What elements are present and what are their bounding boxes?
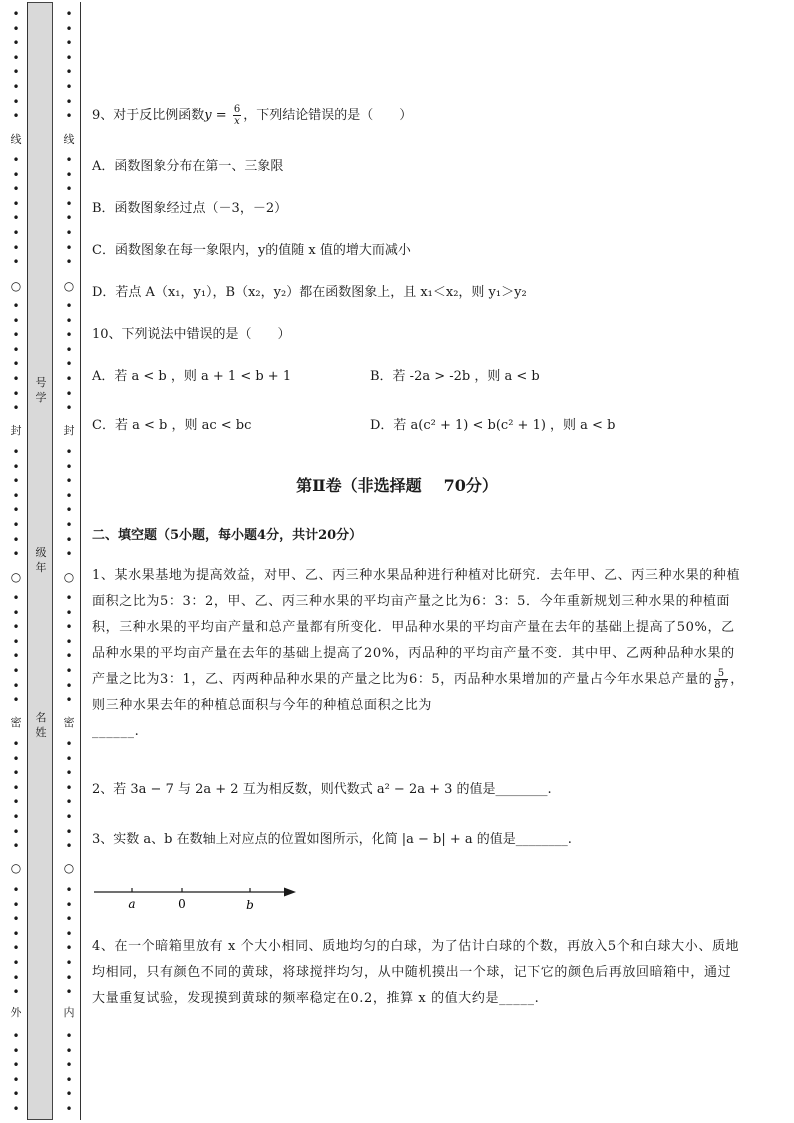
q10-stem: 10、下列说法中错误的是（ ） [92,327,291,342]
outer-circle-mark: ○ [10,279,22,293]
q9-option-a: A．函数图象分布在第一、三象限 [92,159,284,174]
inner-dot: • [65,532,73,547]
label-char: 年 [35,561,47,574]
inner-dot: • [65,926,73,941]
outer-dot: • [12,474,20,489]
inner-dot: • [65,941,73,956]
outer-dot: • [12,810,20,824]
grade-label [33,545,49,575]
section-title [0,473,794,496]
q10-option-d: D．若 a(c² + 1) < b(c² + 1) ，则 a < b [370,418,616,433]
outer-dot: • [12,970,20,985]
inner-dot: • [65,737,73,751]
inner-dot: • [65,1058,73,1073]
inner-dot: • [65,634,73,649]
inner-dot: • [65,912,73,927]
inner-dot: • [65,518,73,532]
outer-dot: • [12,766,20,781]
inner-dot: • [65,153,73,167]
outer-dot: • [12,1072,20,1087]
outer-dot: • [12,926,20,941]
outer-dot: • [12,956,20,970]
inner-seal-word: 封 [63,424,75,437]
fill-q1-blank: ______. [92,724,140,739]
label-zero: 0 [178,897,186,911]
label-char: 姓 [35,726,47,739]
fill-q4: 4、在一个暗箱里放有 x 个大小相同、质地均匀的白球，为了估计白球的个数，再放入5个和白球大小、质地均相同，只有颜色不同的黄球，将球搅拌均匀，从中随机摸出一个球，记下它的颜色后再放回暗箱中，通过大量重复试验，发现摸到黄球的频率稳定在0.2，推算 x 的值大约是_____. [92,939,740,1006]
fill-q1-frac-den: 87 [714,680,729,691]
outer-dot: • [12,1043,20,1058]
outer-dot: • [12,342,20,357]
inner-dot: • [65,211,73,226]
outer-dot: • [12,50,20,65]
inner-dot: • [65,50,73,65]
outer-dot: • [12,795,20,810]
inner-dot: • [65,591,73,605]
fill-q1-frac-num: 5 [714,668,728,680]
inner-dot: • [65,182,73,197]
inner-dot: • [65,883,73,897]
outer-dot: • [12,459,20,474]
q9-frac-num: 6 [233,104,241,115]
margin-border-right [80,2,81,1120]
outer-dot: • [12,547,20,562]
outer-dot: • [12,488,20,503]
fill-q1-text: 1、某水果基地为提高效益，对甲、乙、丙三种水果品种进行种植对比研究．去年甲、乙、丙三种水果的种植面积之比为5：3：2，甲、乙、丙三种水果的平均亩产量之比为6：3：5．今年重新规划三种水果的种植面积，三种水果的平均亩产量和总产量都有所变化．甲品种水果的平均亩产量在去年的基础上提高了50%，乙品种水果的平均亩产量在去年的基础上提高了20%，丙品种的平均亩产量不变．其中甲、乙两种品种水果的产量之比为3：1，乙、丙两种品种水果的产量之比为6：5，丙品种水果增加的产量占今年水果总产量的 [92,568,741,687]
outer-dot: • [12,620,20,635]
outer-dot: • [12,65,20,80]
outer-dot: • [12,226,20,240]
inner-dot: • [65,810,73,824]
inner-dot: • [65,36,73,51]
outer-dot: • [12,518,20,532]
number-line [92,880,307,916]
outer-dot: • [12,94,20,109]
outer-dot: • [12,780,20,795]
outer-dot: • [12,1058,20,1073]
q10-option-c: C．若 a < b ，则 ac < bc [92,418,252,433]
inner-dot: • [65,751,73,766]
outer-dot: • [12,737,20,751]
inner-dot: • [65,678,73,693]
inner-dot: • [65,21,73,36]
fill-q3: 3、实数 a、b 在数轴上对应点的位置如图所示，化简 |a − b| + a 的值是________. [92,832,572,847]
outer-dot: • [12,80,20,94]
inner-dot: • [65,1087,73,1102]
inner-dot: • [65,1102,73,1116]
inner-dot: • [65,605,73,620]
outer-dot: • [12,985,20,1000]
fill-q1-tail: ，则三种水果去年的种植总面积与今年的种植总面积之比为 [92,672,744,713]
outer-seal-word: 封 [10,424,22,437]
outer-dot: • [12,153,20,167]
inner-dot: • [65,401,73,416]
margin-border-left [27,2,28,1120]
outer-dot: • [12,299,20,313]
outer-dot: • [12,941,20,956]
outer-dot: • [12,503,20,518]
inner-dot: • [65,328,73,343]
inner-dot: • [65,780,73,795]
inner-dot: • [65,488,73,503]
inner-dot: • [65,7,73,21]
outer-dot: • [12,678,20,693]
outer-dot: • [12,386,20,401]
label-char: 名 [35,711,47,724]
fill-q1 [92,563,744,745]
outer-dot: • [12,36,20,51]
inner-dot: • [65,664,73,678]
q9-option-d: D．若点 A（x₁，y₁），B（x₂，y₂）都在函数图象上，且 x₁＜x₂，则 y₁＞y₂ [92,285,527,300]
outer-seal-word: 密 [10,716,22,729]
outer-dot: • [12,255,20,270]
outer-circle-mark: ○ [10,861,22,875]
inner-dot: • [65,299,73,313]
outer-dot: • [12,240,20,255]
outer-dot: • [12,313,20,328]
inner-dot: • [65,445,73,459]
inner-dot: • [65,547,73,562]
inner-dot: • [65,255,73,270]
inner-dot: • [65,167,73,182]
inner-dot: • [65,620,73,635]
outer-dot: • [12,357,20,372]
q9-frac-den: x [234,116,240,127]
outer-dot: • [12,883,20,897]
outer-dot: • [12,897,20,912]
q9-option-c: C．函数图象在每一象限内，y的值随 x 值的增大而减小 [92,243,411,258]
inner-dot: • [65,372,73,386]
label-b: b [246,898,254,912]
inner-dot: • [65,80,73,94]
outer-dot: • [12,445,20,459]
inner-dot: • [65,693,73,708]
inner-seal-word: 内 [63,1006,75,1019]
outer-dot: • [12,649,20,664]
outer-dot: • [12,751,20,766]
inner-dot: • [65,970,73,985]
outer-dot: • [12,532,20,547]
inner-dot: • [65,824,73,839]
inner-circle-mark: ○ [63,279,75,293]
outer-dot: • [12,634,20,649]
q9-option-b: B．函数图象经过点（－3，－2） [92,201,288,216]
outer-dot: • [12,1087,20,1102]
outer-dot: • [12,372,20,386]
outer-dot: • [12,109,20,124]
student-id-label [33,375,49,405]
outer-dot: • [12,1102,20,1116]
label-char: 级 [35,546,47,559]
number-line-arrow [284,888,296,897]
outer-dot: • [12,824,20,839]
label-a: a [128,897,136,911]
outer-dot: • [12,605,20,620]
inner-dot: • [65,839,73,854]
inner-dot: • [65,109,73,124]
inner-dot: • [65,503,73,518]
outer-dot: • [12,839,20,854]
outer-dot: • [12,664,20,678]
outer-dot: • [12,211,20,226]
outer-dot: • [12,401,20,416]
inner-dot: • [65,474,73,489]
inner-dot: • [65,795,73,810]
outer-circle-mark: ○ [10,570,22,584]
inner-dot: • [65,897,73,912]
inner-seal-word: 线 [63,133,75,146]
inner-dot: • [65,1043,73,1058]
inner-seal-word: 密 [63,716,75,729]
q9-func-y: y [204,108,212,123]
outer-dot: • [12,196,20,211]
outer-dot: • [12,167,20,182]
q9-stem-post: ，下列结论错误的是（ ） [243,108,413,123]
q10-option-a: A．若 a < b ，则 a + 1 < b + 1 [92,369,292,384]
inner-dot: • [65,313,73,328]
inner-dot: • [65,342,73,357]
inner-dot: • [65,1029,73,1043]
outer-dot: • [12,7,20,21]
inner-dot: • [65,226,73,240]
fill-q2: 2、若 3a − 7 与 2a + 2 互为相反数，则代数式 a² − 2a + 3 的值是________. [92,782,552,797]
q9-fraction [233,104,241,127]
q9-stem [92,104,412,127]
section-score: 70分） [443,476,498,495]
outer-dot: • [12,693,20,708]
inner-circle-mark: ○ [63,570,75,584]
inner-dot: • [65,357,73,372]
inner-dot: • [65,459,73,474]
fill-q1-fraction [714,668,728,691]
outer-dot: • [12,912,20,927]
label-char: 学 [35,391,47,404]
section-title-text: 第Ⅱ卷（非选择题 [296,476,422,495]
inner-dot: • [65,94,73,109]
name-label [33,710,49,740]
inner-dot: • [65,956,73,970]
label-char: 号 [35,376,47,389]
outer-dot: • [12,591,20,605]
outer-seal-word: 线 [10,133,22,146]
inner-dot: • [65,766,73,781]
outer-dot: • [12,21,20,36]
q10-option-b: B．若 -2a > -2b ，则 a < b [370,369,540,384]
fill-in-heading: 二、填空题（5小题，每小题4分，共计20分） [92,528,363,543]
inner-circle-mark: ○ [63,861,75,875]
inner-dot: • [65,649,73,664]
outer-seal-word: 外 [10,1006,22,1019]
outer-dot: • [12,182,20,197]
q9-stem-text: 9、对于反比例函数 [92,108,205,123]
inner-dot: • [65,985,73,1000]
inner-dot: • [65,1072,73,1087]
q9-func-eq: = [211,108,231,123]
inner-dot: • [65,196,73,211]
outer-dot: • [12,1029,20,1043]
inner-dot: • [65,240,73,255]
inner-dot: • [65,386,73,401]
outer-dot: • [12,328,20,343]
inner-dot: • [65,65,73,80]
